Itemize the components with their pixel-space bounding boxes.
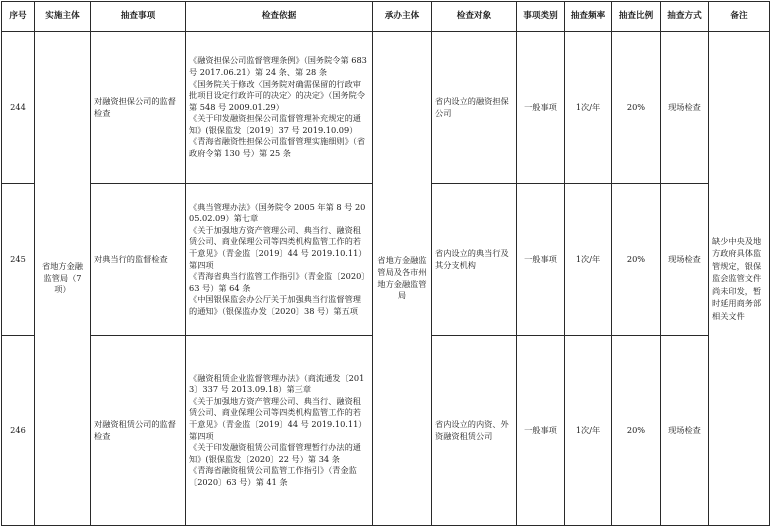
- basis-line: 《青海省典当行监管工作指引》（青金监〔2020〕63 号）第 64 条: [189, 271, 366, 293]
- basis-line: 《融资租赁企业监督管理办法》（商流通发〔2013〕337 号 2013.09.18）第三章: [189, 372, 365, 395]
- remark: 缺少中央及地方政府具体监管规定，银保监会监管文件尚未印发，暂时延用商务部相关文件: [709, 32, 770, 526]
- basis-line: 《关于加强地方资产管理公司、典当行、融资租赁公司、商业保理公司等四类机构监管工作的若干意见》（青金监〔2019〕44 号 2019.10.11）第四项: [189, 224, 367, 270]
- inspection-basis: [186, 336, 373, 526]
- header-no: 序号: [2, 2, 35, 32]
- inspection-frequency: 1次/年: [565, 32, 612, 184]
- item-category: 一般事项: [517, 32, 565, 184]
- header-category: 事项类别: [517, 2, 565, 32]
- header-item: 抽查事项: [91, 2, 186, 32]
- table-row: [2, 32, 770, 184]
- inspection-item: 对典当行的监督检查: [91, 184, 186, 336]
- header-body: 实施主体: [35, 2, 91, 32]
- header-ratio: 抽查比例: [612, 2, 661, 32]
- inspection-method: 现场检查: [661, 184, 709, 336]
- header-basis: 检查依据: [186, 2, 373, 32]
- item-category: 一般事项: [517, 184, 565, 336]
- inspection-target: 省内设立的内资、外资融资租赁公司: [432, 336, 517, 526]
- host-body: 省地方金融监管局及各市州地方金融监管局: [373, 32, 432, 526]
- header-frequency: 抽查频率: [565, 2, 612, 32]
- row-no: 244: [2, 32, 35, 184]
- row-no: 245: [2, 184, 35, 336]
- header-method: 抽查方式: [661, 2, 709, 32]
- inspection-method: 现场检查: [661, 32, 709, 184]
- inspection-ratio: 20%: [612, 184, 661, 336]
- implementing-body: 省地方金融监管局（7项）: [35, 32, 91, 526]
- basis-line: 《融资担保公司监督管理条例》（国务院令第 683 号 2017.06.21）第 24 条、第 28 条: [189, 55, 367, 77]
- item-category: 一般事项: [517, 336, 565, 526]
- inspection-basis: [186, 32, 373, 184]
- header-remark: 备注: [709, 2, 770, 32]
- inspection-target: 省内设立的融资担保公司: [432, 32, 517, 184]
- basis-line: 《关于印发融资租赁公司监督管理暂行办法的通知》(银保监发〔2020〕22 号）第 34 条: [189, 442, 361, 464]
- row-no: 246: [2, 336, 35, 526]
- inspection-ratio: 20%: [612, 32, 661, 184]
- basis-line: 《典当管理办法》（国务院令 2005 年第 8 号 2005.02.09）第七章: [189, 201, 366, 224]
- header-host: 承办主体: [373, 2, 432, 32]
- basis-line: 《青海省融资性担保公司监督管理实施细则》（省政府令第 130 号）第 25 条: [189, 136, 366, 159]
- inspection-table: [1, 1, 770, 526]
- basis-line: 《中国银保监会办公厅关于加强典当行监督管理的通知》（银保监办发〔2020〕38 号）第五项: [189, 294, 361, 316]
- inspection-frequency: 1次/年: [565, 336, 612, 526]
- inspection-method: 现场检查: [661, 336, 709, 526]
- inspection-ratio: 20%: [612, 336, 661, 526]
- inspection-item: 对融资租赁公司的监督检查: [91, 336, 186, 526]
- header-row: [2, 2, 770, 32]
- inspection-frequency: 1次/年: [565, 184, 612, 336]
- basis-line: 《关于加强地方资产管理公司、典当行、融资租赁公司、商业保理公司等四类机构监管工作的若干意见》（青金监〔2019〕44 号 2019.10.11）第四项: [189, 395, 367, 441]
- basis-line: 《青海省融资租赁公司监管工作指引》（青金监〔2020〕63 号）第 41 条: [189, 465, 357, 487]
- inspection-item: 对融资担保公司的监督检查: [91, 32, 186, 184]
- inspection-basis: [186, 184, 373, 336]
- basis-line: 《关于印发融资担保公司监督管理补充规定的通知》(银保监发〔2019〕37 号 2019.10.09）: [189, 113, 361, 135]
- header-target: 检查对象: [432, 2, 517, 32]
- inspection-target: 省内设立的典当行及其分支机构: [432, 184, 517, 336]
- basis-line: 《国务院关于修改〈国务院对确需保留的行政审批项目设定行政许可的决定〉的决定》（国务院令第 548 号 2009.01.29）: [189, 78, 366, 112]
